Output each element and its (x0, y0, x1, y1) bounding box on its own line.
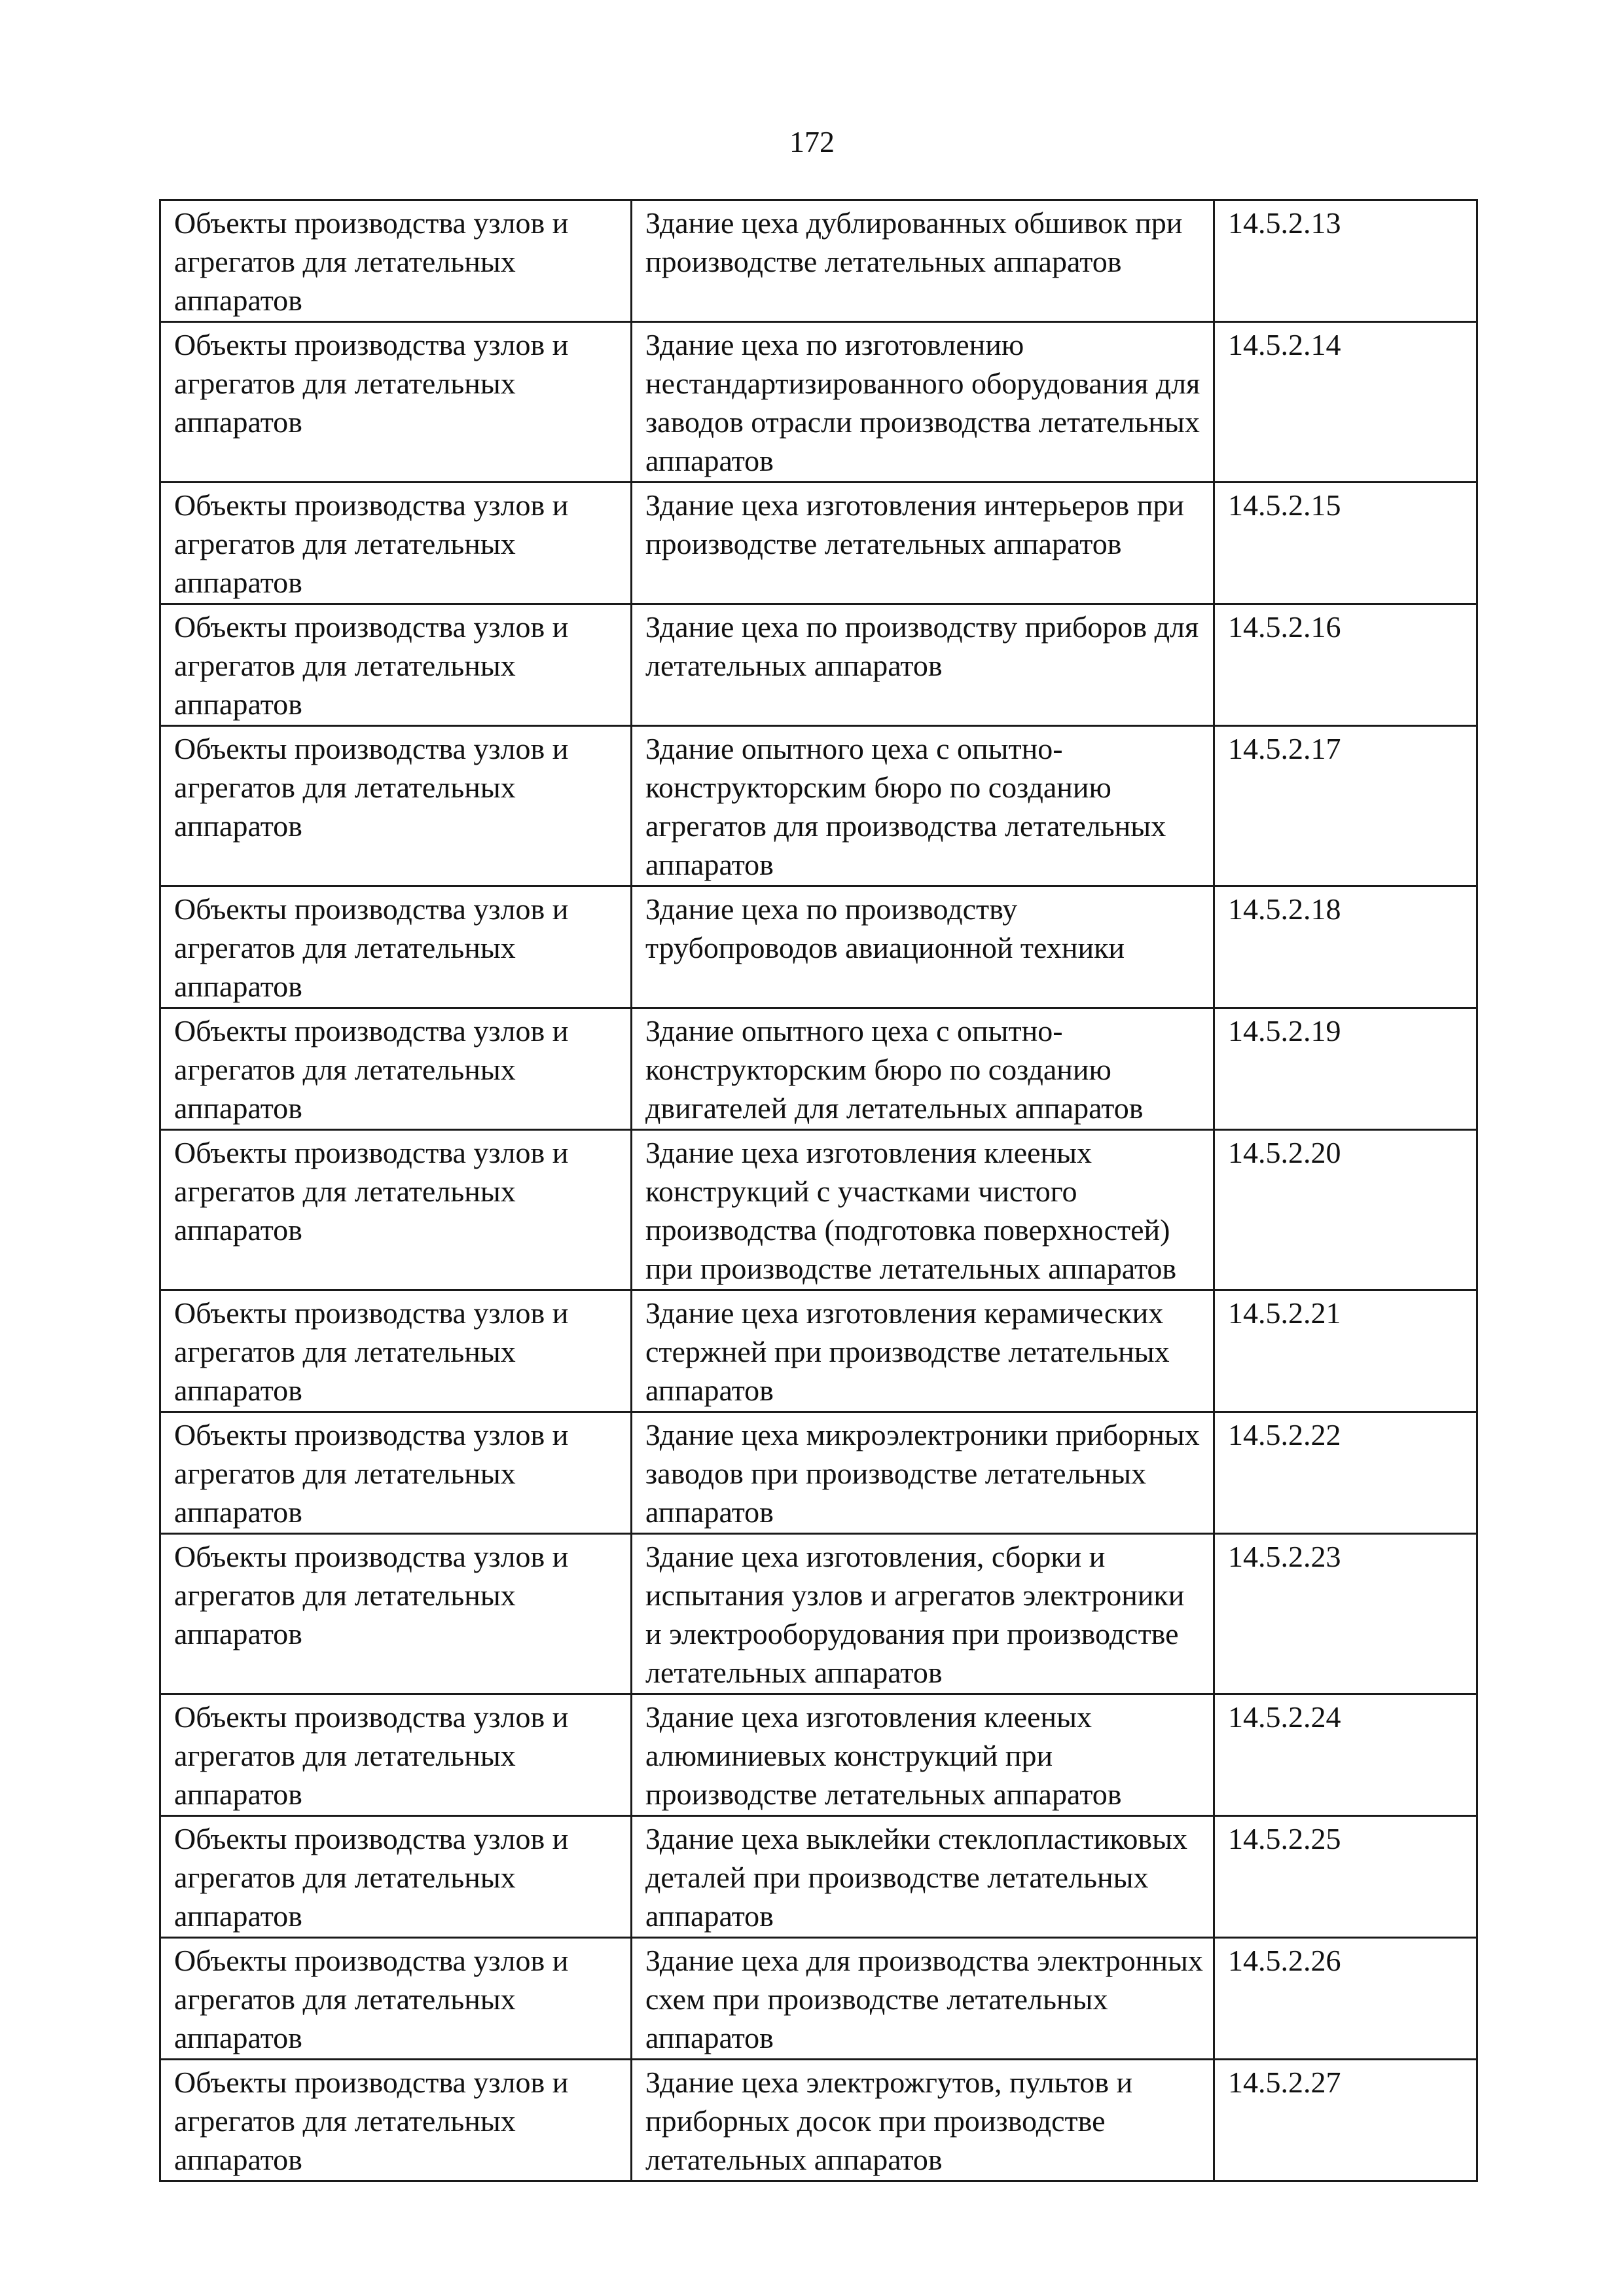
classification-table (159, 199, 1478, 2182)
building-cell: Здание цеха по производству приборов для летательных аппаратов (632, 604, 1214, 726)
table-row (160, 1816, 1477, 1938)
object-cell: Объекты производства узлов и агрегатов для летательных аппаратов (160, 1938, 632, 2060)
object-cell: Объекты производства узлов и агрегатов для летательных аппаратов (160, 1534, 632, 1694)
code-cell: 14.5.2.24 (1214, 1694, 1477, 1816)
building-cell: Здание цеха изготовления клееных алюминиевых конструкций при производстве летательных аппаратов (632, 1694, 1214, 1816)
building-cell: Здание цеха дублированных обшивок при производстве летательных аппаратов (632, 200, 1214, 322)
object-cell: Объекты производства узлов и агрегатов для летательных аппаратов (160, 200, 632, 322)
code-cell: 14.5.2.22 (1214, 1412, 1477, 1534)
building-cell: Здание цеха для производства электронных схем при производстве летательных аппаратов (632, 1938, 1214, 2060)
table-row (160, 604, 1477, 726)
table-row (160, 1290, 1477, 1412)
object-cell: Объекты производства узлов и агрегатов для летательных аппаратов (160, 1008, 632, 1130)
code-cell: 14.5.2.21 (1214, 1290, 1477, 1412)
object-cell: Объекты производства узлов и агрегатов для летательных аппаратов (160, 483, 632, 604)
code-cell: 14.5.2.23 (1214, 1534, 1477, 1694)
object-cell: Объекты производства узлов и агрегатов для летательных аппаратов (160, 1290, 632, 1412)
code-cell: 14.5.2.15 (1214, 483, 1477, 604)
object-cell: Объекты производства узлов и агрегатов для летательных аппаратов (160, 726, 632, 886)
building-cell: Здание цеха по изготовлению нестандартизированного оборудования для заводов отрасли производства летательных аппаратов (632, 322, 1214, 483)
table-row (160, 322, 1477, 483)
table-row (160, 1130, 1477, 1290)
building-cell: Здание цеха изготовления керамических стержней при производстве летательных аппаратов (632, 1290, 1214, 1412)
table-row (160, 1412, 1477, 1534)
object-cell: Объекты производства узлов и агрегатов для летательных аппаратов (160, 2060, 632, 2181)
building-cell: Здание цеха электрожгутов, пультов и приборных досок при производстве летательных аппаратов (632, 2060, 1214, 2181)
code-cell: 14.5.2.17 (1214, 726, 1477, 886)
table-row (160, 1938, 1477, 2060)
code-cell: 14.5.2.13 (1214, 200, 1477, 322)
table-row (160, 1694, 1477, 1816)
object-cell: Объекты производства узлов и агрегатов для летательных аппаратов (160, 1816, 632, 1938)
code-cell: 14.5.2.25 (1214, 1816, 1477, 1938)
object-cell: Объекты производства узлов и агрегатов для летательных аппаратов (160, 322, 632, 483)
object-cell: Объекты производства узлов и агрегатов для летательных аппаратов (160, 1694, 632, 1816)
building-cell: Здание цеха по производству трубопроводов авиационной техники (632, 886, 1214, 1008)
code-cell: 14.5.2.26 (1214, 1938, 1477, 2060)
code-cell: 14.5.2.20 (1214, 1130, 1477, 1290)
object-cell: Объекты производства узлов и агрегатов для летательных аппаратов (160, 886, 632, 1008)
code-cell: 14.5.2.19 (1214, 1008, 1477, 1130)
code-cell: 14.5.2.18 (1214, 886, 1477, 1008)
object-cell: Объекты производства узлов и агрегатов для летательных аппаратов (160, 1412, 632, 1534)
table-row (160, 2060, 1477, 2181)
object-cell: Объекты производства узлов и агрегатов для летательных аппаратов (160, 604, 632, 726)
building-cell: Здание опытного цеха с опытно-конструкторским бюро по созданию двигателей для летательных аппаратов (632, 1008, 1214, 1130)
table-row (160, 886, 1477, 1008)
table-row (160, 483, 1477, 604)
building-cell: Здание цеха изготовления клееных конструкций с участками чистого производства (подготовка поверхностей) при производстве летательных аппаратов (632, 1130, 1214, 1290)
table-row (160, 726, 1477, 886)
building-cell: Здание цеха микроэлектроники приборных заводов при производстве летательных аппаратов (632, 1412, 1214, 1534)
building-cell: Здание опытного цеха с опытно-конструкторским бюро по созданию агрегатов для производства летательных аппаратов (632, 726, 1214, 886)
table-row (160, 1534, 1477, 1694)
building-cell: Здание цеха изготовления, сборки и испытания узлов и агрегатов электроники и электрооборудования при производстве летательных аппаратов (632, 1534, 1214, 1694)
code-cell: 14.5.2.14 (1214, 322, 1477, 483)
object-cell: Объекты производства узлов и агрегатов для летательных аппаратов (160, 1130, 632, 1290)
table-row (160, 1008, 1477, 1130)
table-row (160, 200, 1477, 322)
building-cell: Здание цеха выклейки стеклопластиковых деталей при производстве летательных аппаратов (632, 1816, 1214, 1938)
code-cell: 14.5.2.16 (1214, 604, 1477, 726)
page-number: 172 (789, 125, 835, 158)
code-cell: 14.5.2.27 (1214, 2060, 1477, 2181)
building-cell: Здание цеха изготовления интерьеров при производстве летательных аппаратов (632, 483, 1214, 604)
